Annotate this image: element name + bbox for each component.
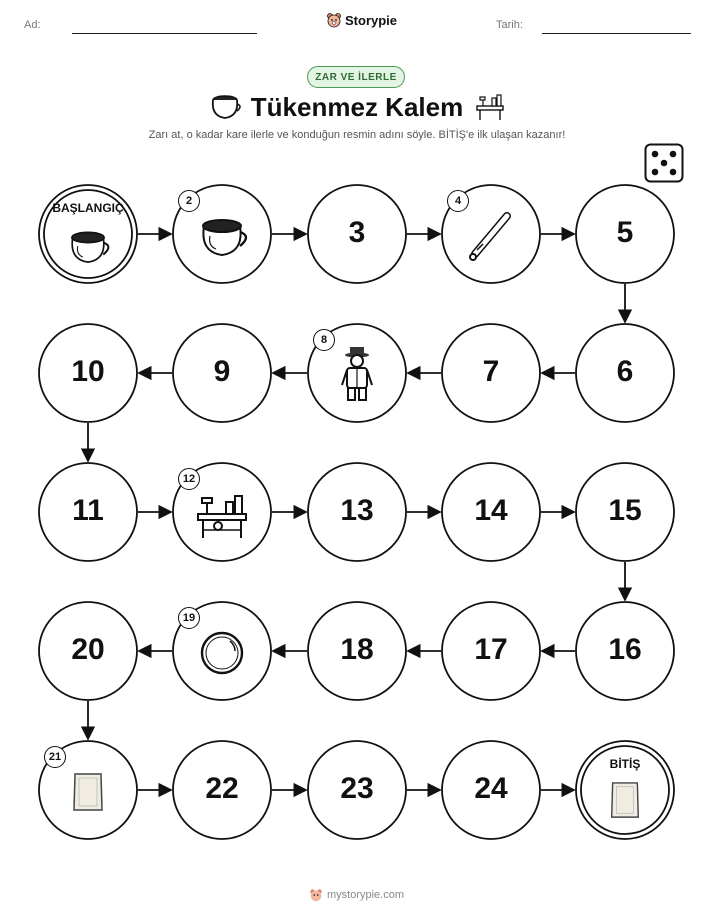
activity-badge: ZAR VE İLERLE bbox=[307, 66, 405, 88]
space-number: 18 bbox=[340, 633, 374, 666]
space-number: 16 bbox=[608, 633, 642, 666]
space-number: 7 bbox=[482, 355, 500, 388]
space-number: 23 bbox=[340, 772, 374, 805]
space-number: 3 bbox=[348, 216, 366, 249]
ball-bearing-icon bbox=[202, 633, 242, 673]
finish-label: BİTİŞ bbox=[609, 757, 641, 771]
space-number-tag: 19 bbox=[178, 607, 200, 629]
space-number: 14 bbox=[474, 494, 508, 527]
space-number-tag: 21 bbox=[44, 746, 66, 768]
space-number: 6 bbox=[616, 355, 634, 388]
date-label: Tarih: bbox=[496, 19, 523, 31]
space-number: 11 bbox=[72, 494, 104, 527]
space-number-tag: 4 bbox=[447, 190, 469, 212]
start-label: BAŞLANGIÇ bbox=[52, 201, 124, 215]
space-number: 5 bbox=[616, 216, 634, 249]
space-number: 22 bbox=[205, 772, 239, 805]
space-number: 9 bbox=[213, 355, 231, 388]
space-number: 20 bbox=[71, 633, 105, 666]
space-number: 15 bbox=[608, 494, 642, 527]
space-number: 13 bbox=[340, 494, 374, 527]
name-label: Ad: bbox=[24, 19, 41, 31]
paper-icon bbox=[612, 783, 639, 817]
space-number: 24 bbox=[474, 772, 508, 805]
space-number-tag: 2 bbox=[178, 190, 200, 212]
footer bbox=[309, 888, 404, 902]
instructions: Zarı at, o kadar kare ilerle ve konduğun resmin adını söyle. BİTİŞ'e ilk ulaşan kazanır! bbox=[148, 129, 566, 141]
paper-icon bbox=[74, 774, 102, 810]
space-number-tag: 8 bbox=[313, 329, 335, 351]
page-title: Tükenmez Kalem bbox=[250, 92, 464, 122]
footer-url: mystorypie.com bbox=[327, 889, 405, 901]
brand-name: Storypie bbox=[345, 12, 398, 28]
space-number: 17 bbox=[474, 633, 508, 666]
space-number-tag: 12 bbox=[178, 468, 200, 490]
bear-logo-icon bbox=[309, 888, 323, 902]
space-number: 10 bbox=[71, 355, 105, 388]
